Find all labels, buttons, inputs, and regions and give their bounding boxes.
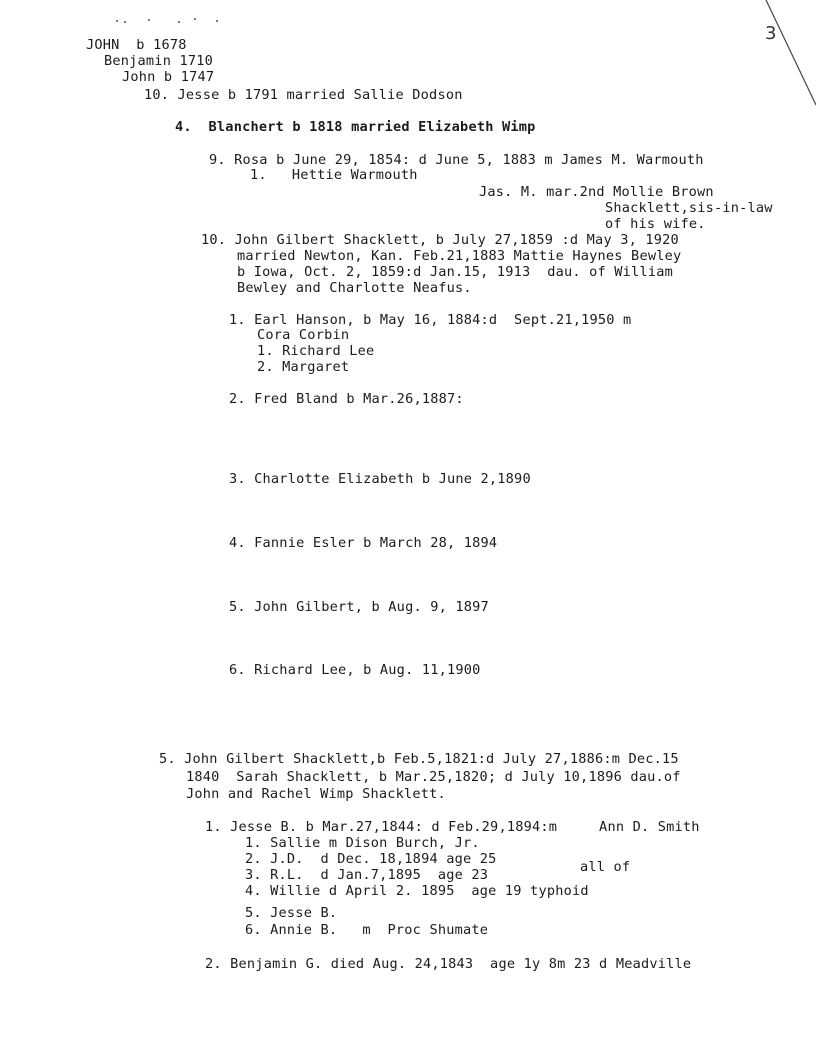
text-line: Benjamin 1710 — [104, 53, 213, 69]
text-line: 5. John Gilbert Shacklett,b Feb.5,1821:d July 27,1886:m Dec.15 — [159, 751, 679, 767]
text-line: Jas. M. mar.2nd Mollie Brown — [479, 184, 714, 200]
ink-specks — [112, 14, 232, 24]
text-line: 2. J.D. d Dec. 18,1894 age 25 — [245, 851, 497, 867]
text-line: 2. Benjamin G. died Aug. 24,1843 age 1y 8m 23 d Meadville — [205, 956, 692, 972]
text-line: 1. Richard Lee — [257, 343, 375, 359]
text-line: 3. Charlotte Elizabeth b June 2,1890 — [229, 471, 531, 487]
text-line: 4. Willie d April 2. 1895 age 19 typhoid — [245, 883, 589, 899]
text-line: 1. Hettie Warmouth — [250, 167, 418, 183]
text-line: 2. Fred Bland b Mar.26,1887: — [229, 391, 464, 407]
text-line: married Newton, Kan. Feb.21,1883 Mattie Haynes Bewley — [237, 248, 682, 264]
text-line: Shacklett,sis-in-law — [605, 200, 773, 216]
page-corner-crease — [756, 0, 816, 110]
page-number: 3 — [765, 23, 777, 44]
text-line: JOHN b 1678 — [86, 37, 187, 53]
text-line: 3. R.L. d Jan.7,1895 age 23 — [245, 867, 489, 883]
text-line: 10. Jesse b 1791 married Sallie Dodson — [144, 87, 463, 103]
text-line: of his wife. — [605, 216, 706, 232]
text-line: John and Rachel Wimp Shacklett. — [186, 786, 446, 802]
text-line: Bewley and Charlotte Neafus. — [237, 280, 472, 296]
text-line: 10. John Gilbert Shacklett, b July 27,1859 :d May 3, 1920 — [201, 232, 679, 248]
text-line: 1. Sallie m Dison Burch, Jr. — [245, 835, 480, 851]
text-line: Cora Corbin — [257, 327, 350, 343]
text-line: 4. Fannie Esler b March 28, 1894 — [229, 535, 498, 551]
text-line: 1840 Sarah Shacklett, b Mar.25,1820; d July 10,1896 dau.of — [186, 769, 681, 785]
text-line: John b 1747 — [122, 69, 215, 85]
text-line: 6. Richard Lee, b Aug. 11,1900 — [229, 662, 481, 678]
text-line: 5. John Gilbert, b Aug. 9, 1897 — [229, 599, 489, 615]
text-line: 2. Margaret — [257, 359, 350, 375]
text-line: 9. Rosa b June 29, 1854: d June 5, 1883 m James M. Warmouth — [209, 152, 704, 168]
text-line: 1. Jesse B. b Mar.27,1844: d Feb.29,1894:m Ann D. Smith — [205, 819, 700, 835]
text-line: 6. Annie B. m Proc Shumate — [245, 922, 489, 938]
text-line: 1. Earl Hanson, b May 16, 1884:d Sept.21,1950 m — [229, 312, 632, 328]
text-line: 5. Jesse B. — [245, 905, 338, 921]
text-line: 4. Blanchert b 1818 married Elizabeth Wimp — [175, 119, 536, 135]
text-line: all of — [580, 859, 631, 875]
text-line: b Iowa, Oct. 2, 1859:d Jan.15, 1913 dau. of William — [237, 264, 673, 280]
